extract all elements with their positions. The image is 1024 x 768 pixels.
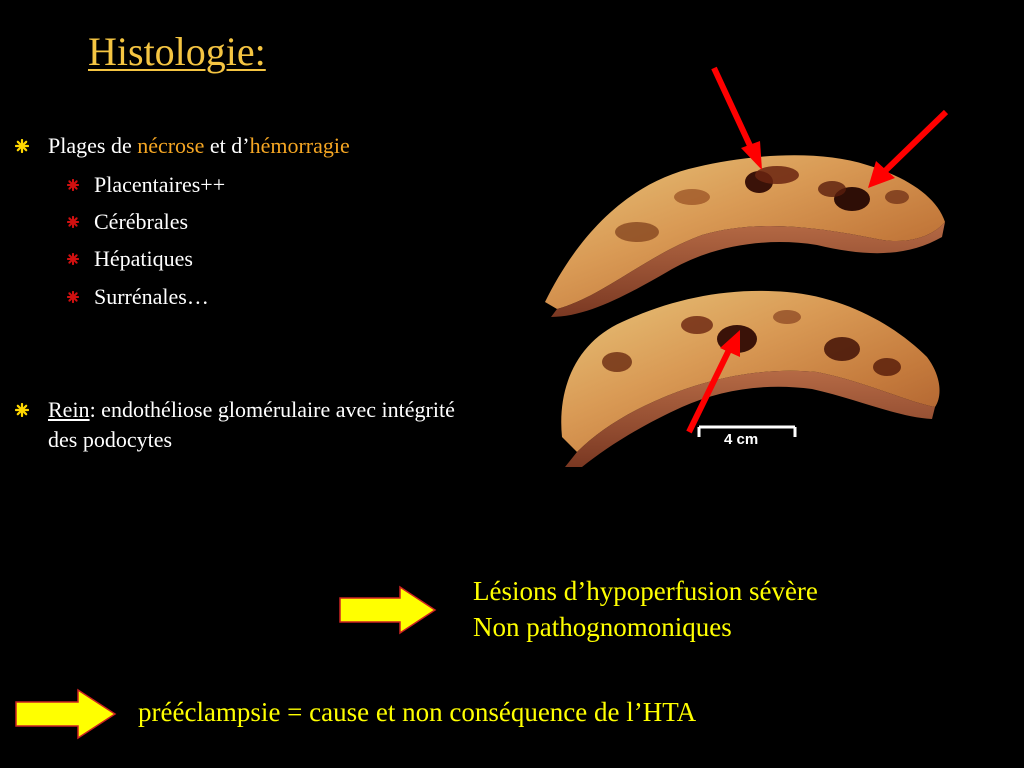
sub-bullet-text: Hépatiques (94, 246, 193, 271)
red-arrow-icon (868, 112, 946, 188)
hemorragie-word: hémorragie (249, 133, 350, 158)
yellow-arrow-icon (338, 585, 438, 635)
conclusion-line-1: Lésions d’hypoperfusion sévère (473, 576, 818, 606)
plages-prefix: Plages de (48, 133, 138, 158)
final-statement: prééclampsie = cause et non conséquence de l’HTA (138, 697, 697, 727)
slide-title: Histologie: (88, 29, 266, 74)
necrose-word: nécrose (137, 133, 205, 158)
sub-bullet-text: Placentaires++ (94, 172, 226, 197)
conclusion-text (473, 573, 818, 645)
sub-bullet-text: Cérébrales (94, 209, 189, 234)
conclusion-line-2: Non pathognomoniques (473, 612, 732, 642)
red-arrow-icon (714, 68, 762, 170)
red-arrow-icon (689, 330, 740, 432)
rein-description: : endothéliose glomérulaire avec intégrité des podocytes (48, 397, 455, 452)
yellow-arrow-icon (14, 688, 118, 740)
rein-label: Rein (48, 397, 90, 422)
scale-bar-label: 4 cm (724, 431, 759, 448)
plages-middle: et d’ (204, 133, 250, 158)
sub-bullet-text: Surrénales… (94, 284, 209, 309)
